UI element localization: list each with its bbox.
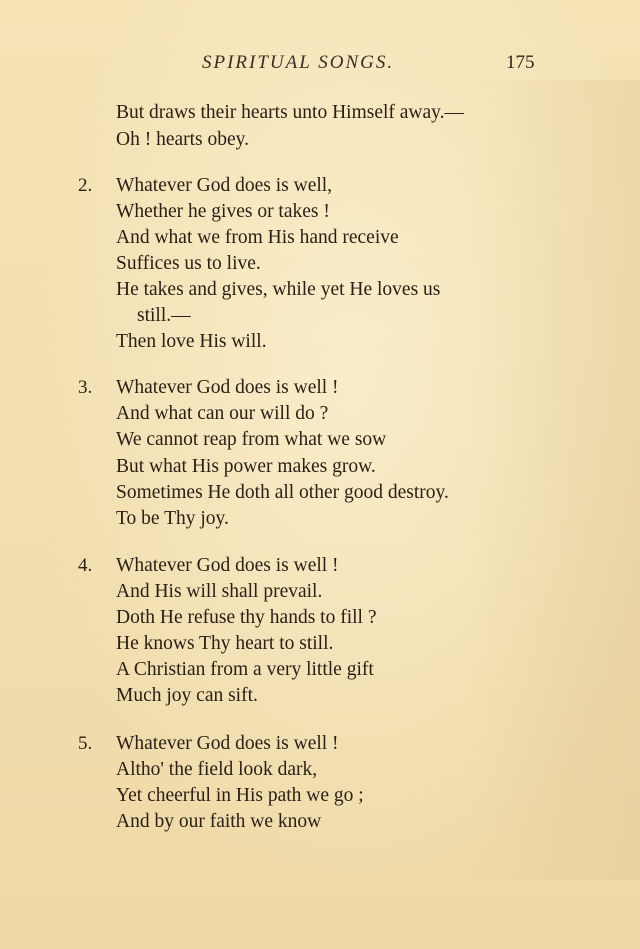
verse-line: To be Thy joy. xyxy=(116,508,229,529)
continuation-line: Oh ! hearts obey. xyxy=(116,129,250,150)
verse-line: Much joy can sift. xyxy=(116,685,258,706)
verse-line: Altho' the field look dark, xyxy=(116,759,318,780)
stanza-number: 5. xyxy=(78,733,93,754)
running-title: SPIRITUAL SONGS. xyxy=(202,52,395,73)
verse-line: He knows Thy heart to still. xyxy=(116,633,334,654)
verse-line: Yet cheerful in His path we go ; xyxy=(116,785,364,806)
verse-line: Sometimes He doth all other good destroy. xyxy=(116,482,449,503)
verse-line: He takes and gives, while yet He loves us xyxy=(116,279,441,300)
stanza-number: 2. xyxy=(78,175,93,196)
verse-line-continued: still.— xyxy=(137,305,191,326)
verse-line: Whatever God does is well ! xyxy=(116,555,339,576)
verse-line: We cannot reap from what we sow xyxy=(116,429,387,450)
verse-line: Whether he gives or takes ! xyxy=(116,201,330,222)
verse-line: Suffices us to live. xyxy=(116,253,261,274)
verse-line: And what we from His hand receive xyxy=(116,227,399,248)
stanza-number: 4. xyxy=(78,555,93,576)
verse-line: Doth He refuse thy hands to fill ? xyxy=(116,607,377,628)
verse-line: And His will shall prevail. xyxy=(116,581,323,602)
verse-line: Then love His will. xyxy=(116,331,267,352)
verse-line: But what His power makes grow. xyxy=(116,456,376,477)
continuation-line: But draws their hearts unto Himself away.— xyxy=(116,102,465,123)
verse-line: Whatever God does is well ! xyxy=(116,733,339,754)
verse-line: Whatever God does is well, xyxy=(116,175,333,196)
page-number: 175 xyxy=(506,52,535,73)
running-head xyxy=(0,52,640,82)
show-through-shadow xyxy=(470,80,640,880)
verse-line: Whatever God does is well ! xyxy=(116,377,339,398)
verse-line: And by our faith we know xyxy=(116,811,322,832)
verse-line: And what can our will do ? xyxy=(116,403,329,424)
verse-line: A Christian from a very little gift xyxy=(116,659,374,680)
stanza-number: 3. xyxy=(78,377,93,398)
